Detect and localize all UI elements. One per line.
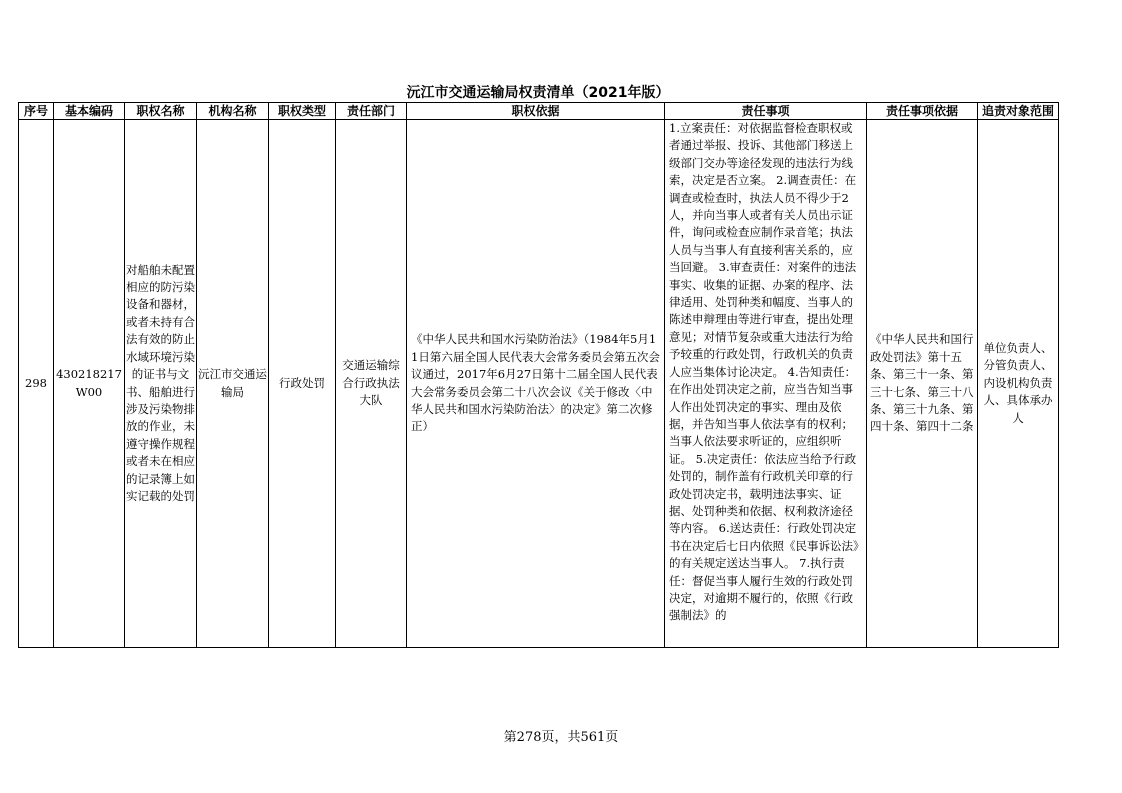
cell-duties: 1.立案责任：对依据监督检查职权或者通过举报、投诉、其他部门移送上级部门交办等途径发现的违法行为线索，决定是否立案。 2.调查责任：在调查或检查时，执法人员不得少于2人，并向当事人或者有关人员出示证件，询问或检查应制作录音笔；执法人员与当事人有直接利害关系的，应当回避。 3.审查责任：对案件的违法事实、收集的证据、办案的程序、法律适用、处罚种类和幅度、当事人的陈述申辩理由等进行审查，提出处理意见；对情节复杂或重大违法行为给予较重的行政处罚，行政机关的负责人应当集体讨论决定。 4.告知责任：在作出处罚决定之前，应当告知当事人作出处罚决定的事实、理由及依据，并告知当事人依法享有的权利；当事人依法要求听证的，应组织听证。 5.决定责任：依法应当给予行政处罚的，制作盖有行政机关印章的行政处罚决定书，载明违法事实、证据、处罚种类和依据、权利救济途径等内容。 6.送达责任：行政处罚决定书在决定后七日内依照《民事诉讼法》的有关规定送达当事人。 7.执行责任：督促当事人履行生效的行政处罚决定，对逾期不履行的，依照《行政强制法》的 — [665, 120, 867, 648]
header-org-name: 机构名称 — [197, 103, 269, 120]
cell-duty-basis: 《中华人民共和国行政处罚法》第十五条、第三十一条、第三十七条、第三十八条、第三十九条、第四十条、第四十二条 — [867, 120, 978, 648]
header-power-type: 职权类型 — [269, 103, 336, 120]
header-duty-basis: 责任事项依据 — [867, 103, 978, 120]
cell-power-name: 对船舶未配置相应的防污染设备和器材，或者未持有合法有效的防止水域环境污染的证书与文书、船舶进行涉及污染物排放的作业，未遵守操作规程或者未在相应的记录簿上如实记载的处罚 — [125, 120, 197, 648]
header-basis: 职权依据 — [407, 103, 665, 120]
page-title: 沅江市交通运输局权责清单（2021年版） — [406, 85, 670, 101]
cell-department: 交通运输综合行政执法大队 — [336, 120, 407, 648]
header-power-name: 职权名称 — [125, 103, 197, 120]
page-number: 第278页，共561页 — [503, 730, 619, 745]
cell-basis: 《中华人民共和国水污染防治法》（1984年5月11日第六届全国人民代表大会常务委员会第五次会议通过，2017年6月27日第十二届全国人民代表大会常务委员会第二十八次会议《关于修改〈中华人民共和国水污染防治法〉的决定》第二次修正） — [407, 120, 665, 648]
header-duties: 责任事项 — [665, 103, 867, 120]
cell-accountability: 单位负责人、分管负责人、内设机构负责人、具体承办人 — [978, 120, 1059, 648]
header-seq: 序号 — [19, 103, 54, 120]
cell-power-type: 行政处罚 — [269, 120, 336, 648]
cell-code: 430218217W00 — [54, 120, 125, 648]
header-code: 基本编码 — [54, 103, 125, 120]
cell-org-name: 沅江市交通运输局 — [197, 120, 269, 648]
table-header-row — [19, 103, 1059, 120]
power-list-table — [18, 102, 1059, 648]
header-department: 责任部门 — [336, 103, 407, 120]
cell-seq: 298 — [19, 120, 54, 648]
table-row — [19, 120, 1059, 648]
header-accountability: 追责对象范围 — [978, 103, 1059, 120]
